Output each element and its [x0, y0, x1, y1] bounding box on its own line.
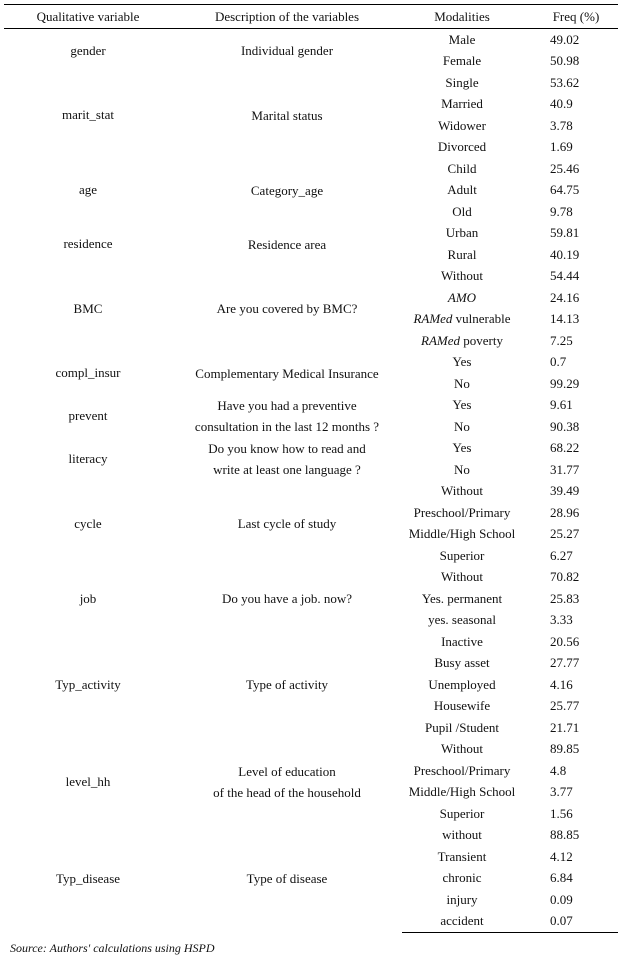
- modality: [402, 158, 522, 180]
- frequency: 1.69: [550, 139, 573, 155]
- frequency: 49.02: [550, 31, 580, 47]
- modality: [402, 72, 522, 94]
- frequency: 90.38: [550, 418, 580, 434]
- frequency: 40.19: [550, 246, 580, 262]
- variable-name: Typ_activity: [55, 676, 121, 692]
- modality-italic: AMO: [447, 289, 477, 305]
- frequency: 54.44: [550, 268, 580, 284]
- modality-text: Unemployed: [428, 676, 496, 692]
- variable-name: gender: [70, 42, 106, 58]
- description-line: Have you had a preventive: [217, 398, 357, 413]
- variable-name: prevent: [68, 408, 108, 423]
- source-note: Source: Authors' calculations using HSPD: [10, 941, 215, 955]
- modality-text: injury: [446, 891, 478, 907]
- modality-text: Housewife: [433, 698, 491, 714]
- variable-description: [172, 223, 402, 266]
- frequency: 39.49: [550, 483, 580, 499]
- modality: [402, 395, 522, 417]
- description-line: Type of activity: [245, 677, 329, 693]
- modality: [402, 244, 522, 266]
- modality-text: Without: [440, 569, 484, 585]
- modality-text: Preschool/Primary: [413, 504, 511, 520]
- description-line: Do you know how to read and: [208, 441, 366, 456]
- variable-name: cycle: [74, 515, 102, 531]
- modality-text: yes. seasonal: [428, 612, 496, 628]
- modality-text: Yes: [452, 397, 472, 413]
- frequency: 25.77: [550, 698, 580, 714]
- variable-name: level_hh: [65, 773, 111, 789]
- frequency: 59.81: [550, 225, 580, 241]
- frequency: 50.98: [550, 53, 580, 69]
- frequency: 0.09: [550, 891, 573, 907]
- description-line: Last cycle of study: [237, 516, 337, 531]
- frequency: 14.13: [550, 311, 580, 327]
- modality-text: Middle/High School: [408, 526, 516, 542]
- modality-text: No: [454, 375, 470, 391]
- table-body: [4, 29, 618, 933]
- modality-text: Married: [441, 96, 483, 112]
- modality: [402, 717, 522, 739]
- description-line: write at least one language ?: [213, 462, 361, 477]
- modality: [402, 868, 522, 890]
- variable-description: [172, 567, 402, 632]
- table-row: [4, 481, 618, 503]
- frequency: 4.8: [550, 762, 567, 778]
- description-line: Complementary Medical Insurance: [195, 365, 379, 381]
- variable-description: [172, 438, 402, 481]
- table-row: [4, 223, 618, 245]
- modality-text: No: [454, 418, 470, 434]
- modality-text: Preschool/Primary: [413, 762, 511, 778]
- frequency: 3.78: [550, 117, 573, 133]
- modality: [402, 545, 522, 567]
- modality-text: Widower: [438, 117, 486, 133]
- modality: [402, 29, 522, 51]
- modality: [402, 653, 522, 675]
- variable-description: [172, 72, 402, 158]
- modality: [402, 481, 522, 503]
- frequency: 25.46: [550, 160, 580, 176]
- modality-text: Urban: [445, 225, 479, 241]
- variable-name: BMC: [73, 300, 103, 316]
- description-line: Residence area: [247, 236, 327, 252]
- variable-name: job: [79, 590, 97, 606]
- frequency: 4.16: [550, 676, 573, 692]
- modality: [402, 180, 522, 202]
- variable-name: compl_insur: [55, 365, 121, 380]
- frequency: 0.07: [522, 911, 618, 933]
- description-line: Marital status: [251, 107, 323, 123]
- modality: [402, 51, 522, 73]
- header-row: [4, 5, 618, 29]
- variable-name: age: [78, 182, 98, 198]
- modality-text: Yes. permanent: [421, 590, 503, 606]
- header-modalities: Modalities: [402, 5, 522, 29]
- frequency: 4.12: [550, 848, 573, 864]
- frequency: 7.25: [550, 332, 573, 348]
- modality: [402, 223, 522, 245]
- modality-text: Adult: [447, 182, 477, 198]
- variables-table: [4, 4, 618, 933]
- frequency: 70.82: [550, 569, 580, 585]
- table-row: [4, 158, 618, 180]
- modality: [402, 115, 522, 137]
- table-row: [4, 266, 618, 288]
- variable-description: [172, 29, 402, 73]
- variable-description: [172, 352, 402, 395]
- modality: [402, 201, 522, 223]
- frequency: 1.56: [550, 805, 573, 821]
- modality: [402, 459, 522, 481]
- header-variable: Qualitative variable: [4, 5, 172, 29]
- modality-text: Without: [440, 741, 484, 757]
- modality: [402, 889, 522, 911]
- modality-text: Male: [448, 31, 476, 47]
- frequency: 89.85: [550, 741, 580, 757]
- table-row: [4, 567, 618, 589]
- modality: [402, 524, 522, 546]
- frequency: 40.9: [550, 96, 573, 112]
- frequency: 24.16: [550, 289, 580, 305]
- frequency: 3.33: [550, 612, 573, 628]
- modality-text: Superior: [439, 547, 485, 563]
- modality-text: Inactive: [441, 633, 483, 649]
- modality: [402, 631, 522, 653]
- table-row: [4, 395, 618, 417]
- variable-description: [172, 739, 402, 825]
- modality-text: No: [454, 461, 470, 477]
- modality-text: chronic: [442, 870, 482, 886]
- description-line: consultation in the last 12 months ?: [194, 419, 380, 434]
- frequency: 6.84: [550, 870, 573, 886]
- modality: [402, 610, 522, 632]
- modality-text: Without: [440, 483, 484, 499]
- frequency: 28.96: [550, 504, 580, 520]
- variable-description: [172, 158, 402, 223]
- variable-name: residence: [63, 236, 113, 251]
- modality: [402, 352, 522, 374]
- modality-text: Yes: [452, 440, 472, 456]
- modality: [402, 803, 522, 825]
- modality: [402, 416, 522, 438]
- modality-italic: RAMed: [421, 332, 460, 348]
- frequency: 9.61: [550, 397, 573, 413]
- modality: [402, 330, 522, 352]
- modality-text: Pupil /Student: [424, 719, 500, 735]
- modality: [402, 137, 522, 159]
- modality: [402, 674, 522, 696]
- variable-description: [172, 481, 402, 567]
- frequency: 68.22: [550, 440, 580, 456]
- table-row: [4, 631, 618, 653]
- frequency: 0.7: [550, 354, 567, 370]
- modality: [402, 760, 522, 782]
- modality: [402, 567, 522, 589]
- frequency: 31.77: [550, 461, 580, 477]
- modality: [402, 287, 522, 309]
- description-line: Category_age: [250, 182, 324, 198]
- modality: [402, 825, 522, 847]
- header-description: Description of the variables: [172, 5, 402, 29]
- frequency: 88.85: [550, 827, 580, 843]
- description-line: Are you covered by BMC?: [216, 301, 358, 316]
- modality-text: Busy asset: [434, 655, 490, 671]
- modality-text: Superior: [439, 805, 485, 821]
- modality-text: Rural: [447, 246, 477, 262]
- modality: [402, 438, 522, 460]
- modality: [402, 696, 522, 718]
- modality: [402, 739, 522, 761]
- modality-text: Without: [440, 268, 484, 284]
- modality-text: Old: [452, 203, 472, 219]
- description-line: Individual gender: [240, 43, 334, 58]
- modality: [402, 782, 522, 804]
- description-line: Do you have a job. now?: [222, 591, 352, 607]
- modality: [402, 588, 522, 610]
- modality: [402, 309, 522, 331]
- modality: [402, 502, 522, 524]
- modality-text: Single: [445, 74, 479, 90]
- modality-text: Female: [442, 53, 482, 69]
- modality: [402, 94, 522, 116]
- frequency: 25.83: [550, 590, 580, 606]
- frequency: 25.27: [550, 526, 580, 542]
- frequency: 6.27: [550, 547, 573, 563]
- frequency: 53.62: [550, 74, 580, 90]
- variable-name: marit_stat: [62, 107, 114, 122]
- variable-description: [172, 266, 402, 352]
- header-freq: Freq (%): [522, 5, 618, 29]
- frequency: 20.56: [550, 633, 580, 649]
- variable-description: [172, 395, 402, 438]
- table-row: [4, 352, 618, 374]
- frequency: 3.77: [550, 784, 573, 800]
- modality: [402, 911, 522, 933]
- modality: [402, 846, 522, 868]
- modality-text: without: [442, 827, 482, 843]
- modality-text: Yes: [452, 354, 472, 370]
- modality-text: Child: [447, 160, 477, 176]
- table-row: [4, 72, 618, 94]
- table-row: [4, 739, 618, 761]
- description-line: Level of education: [238, 763, 336, 779]
- frequency: 64.75: [550, 182, 580, 198]
- description-line: Type of disease: [246, 871, 328, 886]
- variable-description: [172, 631, 402, 739]
- variable-description: [172, 825, 402, 933]
- frequency: 99.29: [550, 375, 580, 391]
- variable-name: Typ_disease: [55, 870, 121, 886]
- modality: [402, 266, 522, 288]
- modality-text: Middle/High School: [408, 784, 516, 800]
- modality-text: poverty: [460, 332, 503, 348]
- table-row: [4, 29, 618, 51]
- table-row: [4, 825, 618, 847]
- variable-name: literacy: [68, 451, 108, 466]
- modality-text: vulnerable: [452, 311, 511, 327]
- frequency: 21.71: [550, 719, 580, 735]
- modality-text: Divorced: [437, 139, 487, 155]
- table-row: [4, 438, 618, 460]
- modality-italic: RAMed: [413, 311, 453, 327]
- modality-text: accident: [440, 913, 484, 929]
- description-line: of the head of the household: [213, 784, 361, 800]
- frequency: 27.77: [550, 655, 580, 671]
- frequency: 9.78: [550, 203, 573, 219]
- modality-text: Transient: [437, 848, 487, 864]
- modality: [402, 373, 522, 395]
